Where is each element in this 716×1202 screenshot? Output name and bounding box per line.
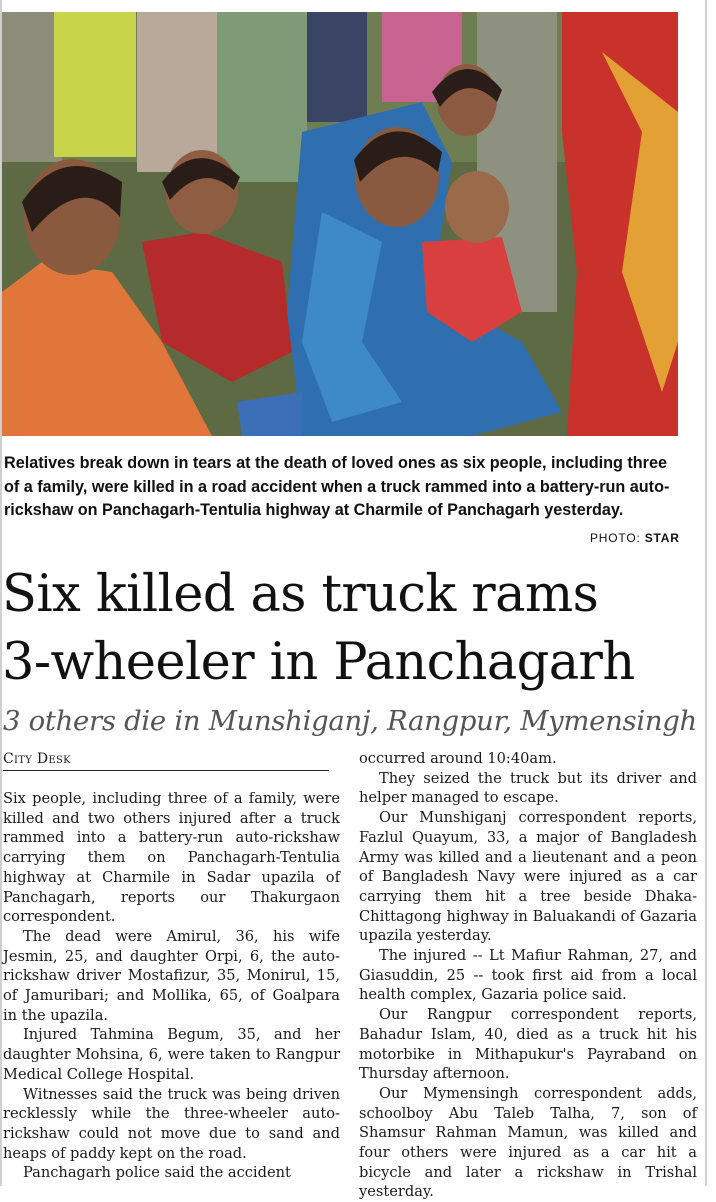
photo-caption: Relatives break down in tears at the death of loved ones as six people, including three of a family, were killed in a road accident when a truck rammed into a battery-run auto-rickshaw on Panchagarh-Tentulia highway at Charmile of Panchagarh yesterday.: [4, 454, 670, 519]
paragraph-3: Injured Tahmina Begum, 35, and her daughter Mohsina, 6, were taken to Rangpur Medical College Hospital.: [3, 1026, 340, 1083]
paragraph-10: Our Mymensingh correspondent adds, schoolboy Abu Taleb Talha, 7, son of Shamsur Rahman Mamun, was killed and four others were injured as a car hit a bicycle and later a rickshaw in Trishal yesterday.: [359, 1084, 697, 1201]
subheadline: 3 others die in Munshiganj, Rangpur, Mymensingh: [3, 705, 697, 737]
paragraph-4: Witnesses said the truck was being driven recklessly while the three-wheeler auto-rickshaw could not move due to sand and heaps of paddy kept on the road.: [3, 1085, 340, 1162]
article-column-1: [3, 789, 340, 1183]
headline: [2, 561, 714, 697]
paragraph-5-start: Panchagarh police said the accident: [23, 1164, 291, 1182]
paragraph-9: Our Rangpur correspondent reports, Bahadur Islam, 40, died as a truck hit his motorbike in Mithapukur's Payraband on Thursday afternoon.: [359, 1006, 697, 1083]
news-photo: [2, 12, 678, 436]
headline-line-1: Six killed as truck rams: [2, 565, 599, 624]
headline-line-2: 3-wheeler in Panchagarh: [2, 633, 635, 692]
photo-credit: PHOTO: STAR: [590, 531, 680, 545]
article-column-2: [359, 749, 697, 1202]
paragraph-8: The injured -- Lt Mafiur Rahman, 27, and Giasuddin, 25 -- took first aid from a local health complex, Gazaria police said.: [359, 947, 697, 1004]
paragraph-6: They seized the truck but its driver and helper managed to escape.: [359, 769, 697, 807]
byline: City Desk: [3, 751, 329, 771]
paragraph-2: The dead were Amirul, 36, his wife Jesmin, 25, and daughter Orpi, 6, the auto-rickshaw driver Mostafizur, 35, Monirul, 15, of Jamuribari; and Mollika, 65, of Goalpara in the upazila.: [3, 927, 340, 1024]
paragraph-5-end: occurred around 10:40am.: [359, 750, 557, 767]
paragraph-1: Six people, including three of a family, were killed and two others injured after a truck rammed into a battery-run auto-rickshaw carrying them on Panchagarh-Tentulia highway at Charmile in Sadar upazila of Panchagarh, reports our Thakurgaon correspondent.: [3, 790, 340, 926]
paragraph-7: Our Munshiganj correspondent reports, Fazlul Quayum, 33, a major of Bangladesh Army was killed and a lieutenant and a peon of Bangladesh Navy were injured as a car carrying them hit a tree beside Dhaka-Chittagong highway in Baluakandi of Gazaria upazila yesterday.: [359, 809, 697, 945]
